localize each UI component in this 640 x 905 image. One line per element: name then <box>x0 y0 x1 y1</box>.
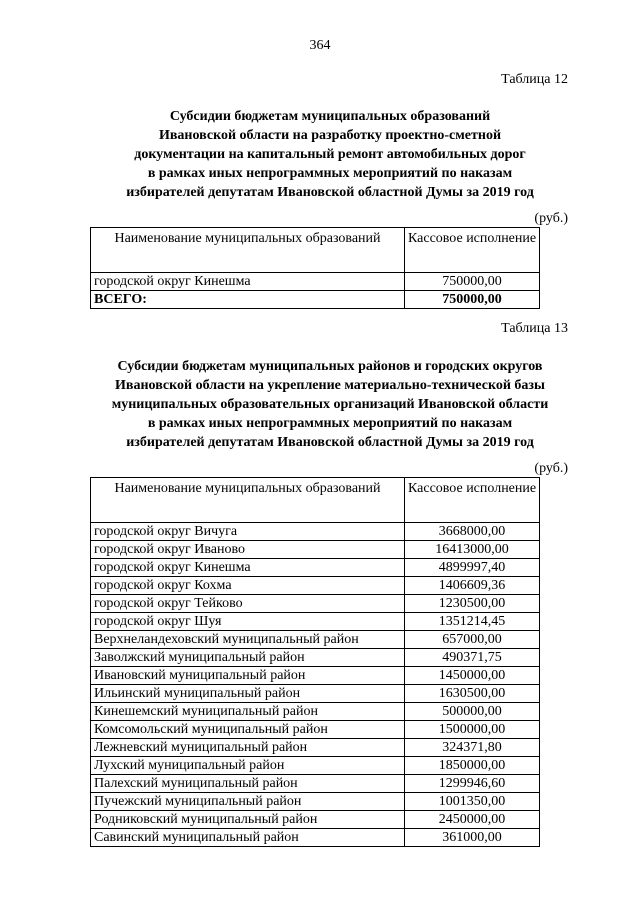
table-13-unit: (руб.) <box>534 461 568 476</box>
title-line: избирателей депутатам Ивановской областной Думы за 2019 год <box>126 185 534 200</box>
row-value: 1230500,00 <box>405 595 540 613</box>
row-value: 1351214,45 <box>405 613 540 631</box>
table-row <box>91 613 540 631</box>
row-name: Кинешемский муниципальный район <box>91 703 405 721</box>
header-name: Наименование муниципальных образований <box>91 228 405 273</box>
row-name: Пучежский муниципальный район <box>91 793 405 811</box>
table-total-row <box>91 291 540 309</box>
row-name: городской округ Кинешма <box>91 273 405 291</box>
table-row <box>91 559 540 577</box>
row-value: 1630500,00 <box>405 685 540 703</box>
table-row <box>91 757 540 775</box>
table-row <box>91 649 540 667</box>
table-row <box>91 829 540 847</box>
table-row <box>91 811 540 829</box>
table-12-label: Таблица 12 <box>501 72 568 87</box>
table-header-row <box>91 228 540 273</box>
row-name: Родниковский муниципальный район <box>91 811 405 829</box>
table-12-title <box>80 107 580 202</box>
table-row <box>91 703 540 721</box>
table-13-title <box>80 357 580 452</box>
table-12 <box>90 227 540 309</box>
row-name: городской округ Тейково <box>91 595 405 613</box>
row-name: Ивановский муниципальный район <box>91 667 405 685</box>
title-line: Ивановской области на укрепление материально-технической базы <box>115 378 545 393</box>
table-row <box>91 541 540 559</box>
row-value: 750000,00 <box>405 273 540 291</box>
row-name: городской округ Шуя <box>91 613 405 631</box>
header-value: Кассовое исполнение <box>405 478 540 523</box>
row-value: 16413000,00 <box>405 541 540 559</box>
title-line: Субсидии бюджетам муниципальных районов и городских округов <box>117 359 543 374</box>
row-value: 1450000,00 <box>405 667 540 685</box>
title-line: избирателей депутатам Ивановской областной Думы за 2019 год <box>126 435 534 450</box>
table-row <box>91 273 540 291</box>
table-row <box>91 775 540 793</box>
row-name: Заволжский муниципальный район <box>91 649 405 667</box>
table-row <box>91 595 540 613</box>
title-line: муниципальных образовательных организаций Ивановской области <box>111 397 549 412</box>
header-name: Наименование муниципальных образований <box>91 478 405 523</box>
row-name: Ильинский муниципальный район <box>91 685 405 703</box>
row-name: Лухский муниципальный район <box>91 757 405 775</box>
page-number: 364 <box>309 38 331 53</box>
total-value: 750000,00 <box>405 291 540 309</box>
table-header-row <box>91 478 540 523</box>
total-label: ВСЕГО: <box>91 291 405 309</box>
table-row <box>91 577 540 595</box>
row-value: 657000,00 <box>405 631 540 649</box>
row-value: 1406609,36 <box>405 577 540 595</box>
row-value: 1299946,60 <box>405 775 540 793</box>
title-line: Субсидии бюджетам муниципальных образований <box>169 109 491 124</box>
table-row <box>91 793 540 811</box>
row-value: 361000,00 <box>405 829 540 847</box>
row-value: 490371,75 <box>405 649 540 667</box>
table-12-unit: (руб.) <box>534 211 568 226</box>
row-value: 2450000,00 <box>405 811 540 829</box>
header-value: Кассовое исполнение <box>405 228 540 273</box>
row-name: Лежневский муниципальный район <box>91 739 405 757</box>
title-line: в рамках иных непрограммных мероприятий по наказам <box>147 416 513 431</box>
row-name: городской округ Кохма <box>91 577 405 595</box>
row-value: 1001350,00 <box>405 793 540 811</box>
row-value: 324371,80 <box>405 739 540 757</box>
row-name: городской округ Вичуга <box>91 523 405 541</box>
table-row <box>91 667 540 685</box>
table-13 <box>90 477 540 847</box>
table-row <box>91 523 540 541</box>
table-row <box>91 631 540 649</box>
title-line: Ивановской области на разработку проектно-сметной <box>158 128 502 143</box>
row-name: городской округ Иваново <box>91 541 405 559</box>
table-row <box>91 685 540 703</box>
table-row <box>91 739 540 757</box>
row-name: Палехский муниципальный район <box>91 775 405 793</box>
title-line: в рамках иных непрограммных мероприятий по наказам <box>147 166 513 181</box>
row-name: Комсомольский муниципальный район <box>91 721 405 739</box>
row-value: 1850000,00 <box>405 757 540 775</box>
row-name: Верхнеландеховский муниципальный район <box>91 631 405 649</box>
title-line: документации на капитальный ремонт автомобильных дорог <box>134 147 526 162</box>
row-value: 1500000,00 <box>405 721 540 739</box>
table-13-label: Таблица 13 <box>501 321 568 336</box>
table-row <box>91 721 540 739</box>
row-value: 3668000,00 <box>405 523 540 541</box>
row-name: Савинский муниципальный район <box>91 829 405 847</box>
row-value: 500000,00 <box>405 703 540 721</box>
row-name: городской округ Кинешма <box>91 559 405 577</box>
row-value: 4899997,40 <box>405 559 540 577</box>
